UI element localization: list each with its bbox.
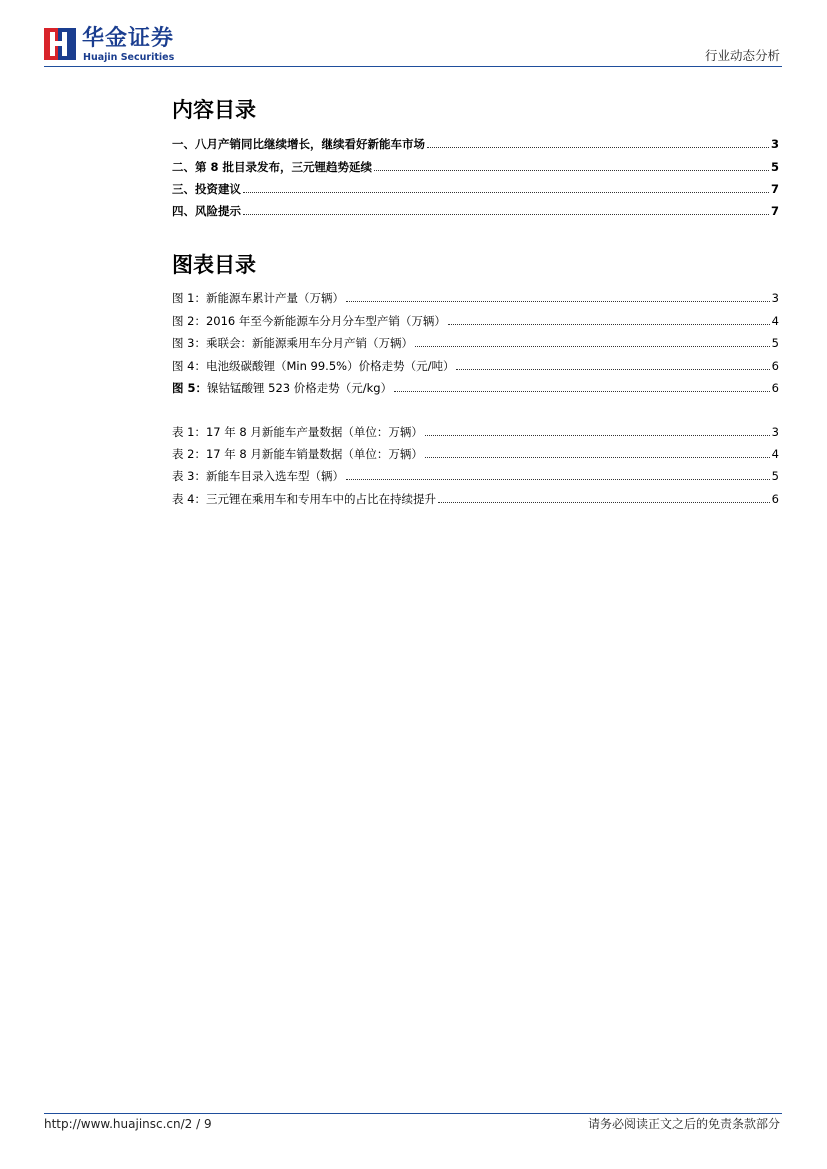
figure-entry-page: 6 [771, 381, 779, 395]
figure-entry-page: 5 [771, 336, 779, 350]
toc-entry-label: 二、第 8 批目录发布，三元锂趋势延续 [172, 160, 373, 174]
table-entry[interactable] [172, 444, 779, 462]
table-entry-label: 表 2：17 年 8 月新能车销量数据（单位：万辆） [172, 447, 423, 461]
toc-entry-page: 3 [770, 137, 779, 151]
toc-entry-label: 三、投资建议 [172, 182, 241, 196]
dot-leader [346, 479, 770, 480]
table-entry-page: 4 [771, 447, 779, 461]
footer-divider [44, 1113, 782, 1114]
toc-entry-label: 一、八月产销同比继续增长，继续看好新能车市场 [172, 137, 425, 151]
toc-entry[interactable] [172, 179, 779, 197]
page-header [0, 0, 827, 70]
dot-leader [425, 435, 770, 436]
table-entry-page: 6 [771, 492, 779, 506]
figure-entry-prefix: 图 5： [172, 381, 208, 395]
table-entry[interactable] [172, 489, 779, 507]
figure-entry[interactable] [172, 378, 779, 396]
table-entry-label: 表 3：新能车目录入选车型（辆） [172, 469, 344, 483]
table-entry[interactable] [172, 422, 779, 440]
footer-url[interactable]: http://www.huajinsc.cn/ [44, 1117, 185, 1131]
footer-disclaimer: 请务必阅读正文之后的免责条款部分 [587, 1117, 780, 1131]
brand-name-en: Huajin Securities [83, 52, 175, 63]
dot-leader [427, 147, 769, 148]
dot-leader [243, 192, 769, 193]
toc-entry[interactable] [172, 201, 779, 219]
dot-leader [394, 391, 770, 392]
figure-entry-label: 图 3：乘联会：新能源乘用车分月产销（万辆） [172, 336, 413, 350]
dot-leader [438, 502, 770, 503]
table-entry-label: 表 1：17 年 8 月新能车产量数据（单位：万辆） [172, 425, 423, 439]
toc-entry-page: 7 [770, 182, 779, 196]
dot-leader [415, 346, 770, 347]
toc-entry[interactable] [172, 157, 779, 175]
figure-entry-text: 镍钴锰酸锂 523 价格走势（元/kg） [207, 381, 393, 395]
figure-entry-label: 图 4：电池级碳酸锂（Min 99.5%）价格走势（元/吨） [172, 359, 455, 373]
dot-leader [346, 301, 770, 302]
table-entry[interactable] [172, 466, 779, 484]
figure-entry[interactable] [172, 288, 779, 306]
toc-entry-page: 7 [770, 204, 779, 218]
figures-title: 图表目录 [172, 253, 256, 277]
page-indicator: 2 / 9 [184, 1117, 212, 1131]
table-entry-page: 5 [771, 469, 779, 483]
toc-entry[interactable] [172, 134, 779, 152]
toc-entry-label: 四、风险提示 [172, 204, 241, 218]
figure-entry-page: 6 [771, 359, 779, 373]
dot-leader [425, 457, 770, 458]
dot-leader [456, 369, 769, 370]
figure-entry-label [172, 380, 392, 396]
figure-entry[interactable] [172, 356, 779, 374]
huajin-logo-icon [44, 28, 76, 60]
table-entry-label: 表 4：三元锂在乘用车和专用车中的占比在持续提升 [172, 492, 436, 506]
figure-entry-label: 图 2：2016 年至今新能源车分月分车型产销（万辆） [172, 314, 446, 328]
report-type: 行业动态分析 [704, 48, 780, 63]
table-entry-page: 3 [771, 425, 779, 439]
header-divider [44, 66, 782, 67]
brand-name-cn: 华金证券 [82, 26, 175, 51]
figure-entry[interactable] [172, 311, 779, 329]
contents-title: 内容目录 [172, 98, 256, 122]
figure-entry-label: 图 1：新能源车累计产量（万辆） [172, 291, 344, 305]
dot-leader [374, 170, 769, 171]
figure-entry-page: 3 [771, 291, 779, 305]
toc-entry-page: 5 [770, 160, 779, 174]
dot-leader [448, 324, 770, 325]
footer-left [44, 1116, 212, 1132]
figure-entry-page: 4 [771, 314, 779, 328]
figure-entry[interactable] [172, 333, 779, 351]
dot-leader [243, 214, 769, 215]
